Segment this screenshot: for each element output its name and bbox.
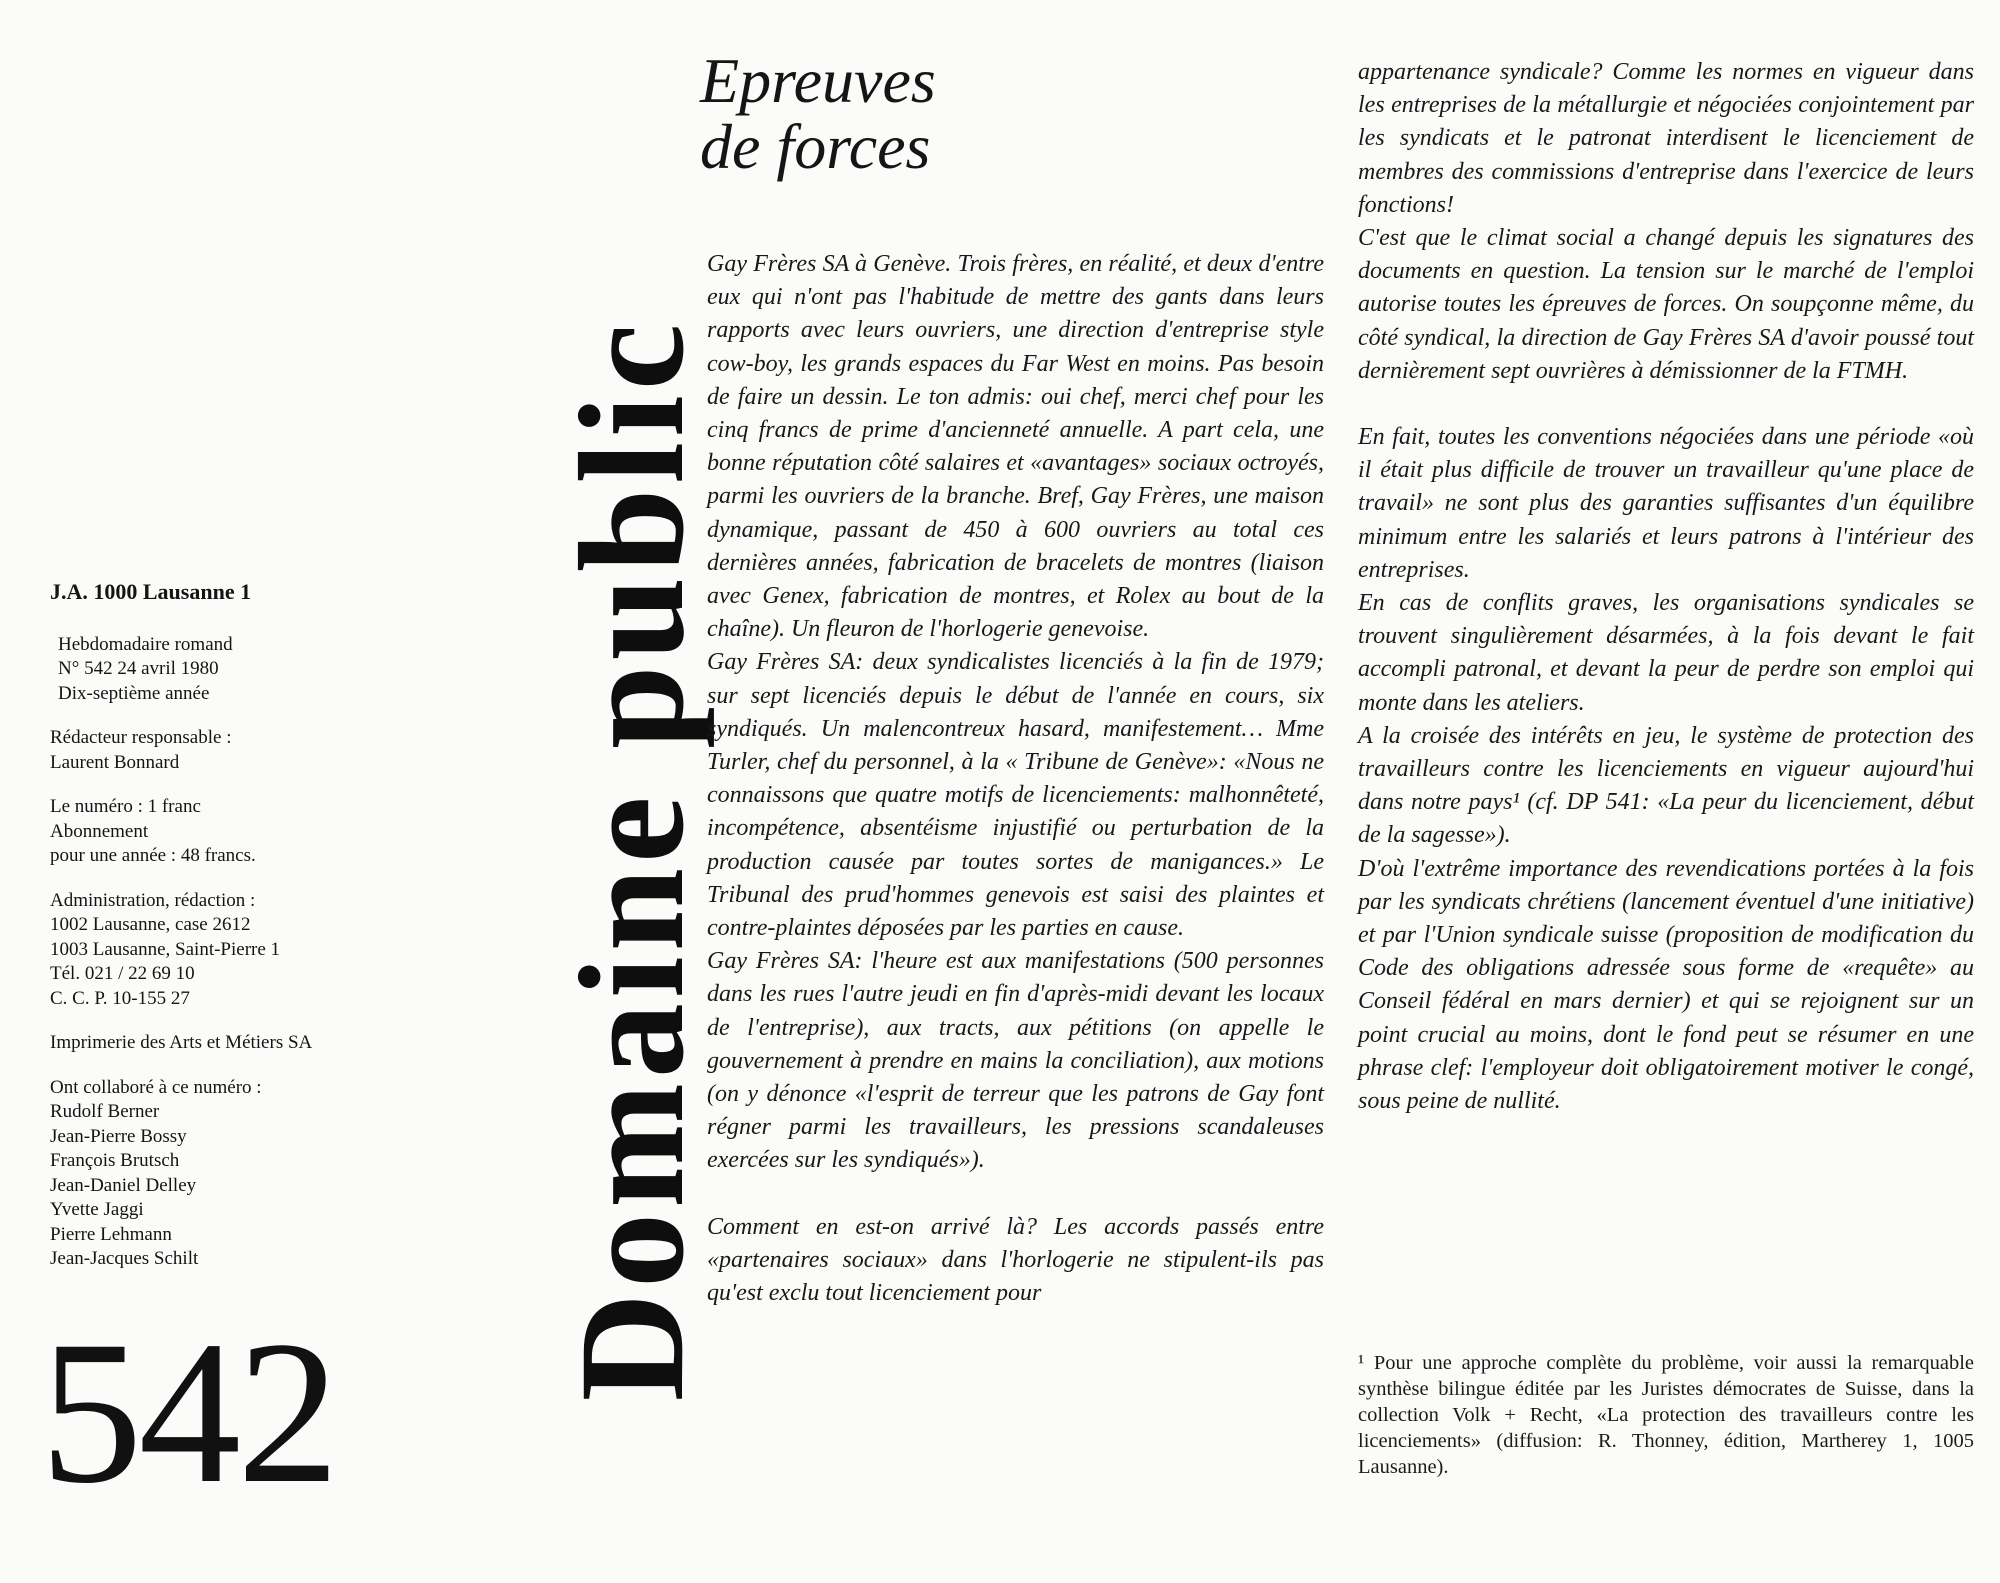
footnote: ¹ Pour une approche complète du problème, voir aussi la remarquable synthèse bilingue éditée par les Juristes démocrates de Suisse, dans la collection Volk + Recht, «La protection des travailleurs contre les licenciements» (diffusion: R. Thonney, édition, Martherey 1, 1005 Lausanne). (1358, 1352, 1974, 1478)
phone-text: Tél. 021 / 22 69 10 (50, 963, 195, 984)
headline-line-2: de forces (700, 111, 931, 182)
printer-text: Imprimerie des Arts et Métiers SA (50, 1032, 313, 1053)
contributors-block (50, 1076, 430, 1272)
editor-name: Laurent Bonnard (50, 751, 180, 773)
admin-address-2: 1003 Lausanne, Saint-Pierre 1 (50, 938, 281, 960)
article-column-2 (1358, 56, 1974, 1118)
postal-line: J.A. 1000 Lausanne 1 (50, 579, 252, 604)
contributor-name: Yvette Jaggi (50, 1199, 144, 1220)
frequency-text: Hebdomadaire romand (58, 633, 233, 655)
contributor-name: Rudolf Berner (50, 1101, 160, 1122)
masthead-title: Domaine public (549, 318, 715, 1402)
paragraph: C'est que le climat social a changé depuis les signatures des documents en question. La tension sur le marché de l'emploi autorise toutes les épreuves de forces. On soupçonne même, du côté syndical, la direction de Gay Frères SA d'avoir poussé tout dernièrement sept ouvrières à démissionner de la FTMH. (1358, 225, 1974, 384)
issue-number: 542 (40, 1299, 336, 1526)
editor-block (50, 726, 430, 775)
masthead-info (50, 580, 430, 1292)
ccp-text: C. C. P. 10-155 27 (50, 987, 190, 1009)
subscription-price: pour une année : 48 francs. (50, 845, 256, 866)
volume-text: Dix-septième année (58, 682, 210, 704)
subscription-label: Abonnement (50, 820, 149, 842)
contributor-name: Jean-Jacques Schilt (50, 1248, 199, 1269)
contributors-label: Ont collaboré à ce numéro : (50, 1076, 262, 1098)
headline-line-1: Epreuves (700, 45, 936, 116)
paragraph: Comment en est-on arrivé là? Les accords passés entre «partenaires sociaux» dans l'horlogerie ne stipulent-ils pas qu'est exclu tout licenciement pour (707, 1213, 1324, 1307)
article-column-1 (707, 248, 1324, 1310)
contributor-name: Jean-Daniel Delley (50, 1174, 197, 1196)
paragraph: A la croisée des intérêts en jeu, le système de protection des travailleurs contre les licenciements en vigueur aujourd'hui dans notre pays¹ (cf. DP 541: «La peur du licenciement, début de la sagesse»). (1358, 722, 1974, 849)
editor-label: Rédacteur responsable : (50, 727, 232, 748)
paragraph: En fait, toutes les conventions négociées dans une période «où il était plus difficile de trouver un travailleur qu'une place de travail» ne sont plus des garanties suffisantes d'un équilibre minimum entre les salariés et leurs patrons à l'intérieur des entreprises. (1358, 424, 1974, 583)
admin-address-1: 1002 Lausanne, case 2612 (50, 914, 251, 935)
paragraph: appartenance syndicale? Comme les normes en vigueur dans les entreprises de la métallurgie et négociées conjointement par les syndicats et le patronat interdisent le licenciement de membres des commissions d'entreprise dans l'exercice de leurs fonctions! (1358, 59, 1974, 218)
price-block (50, 795, 430, 869)
paragraph: Gay Frères SA à Genève. Trois frères, en réalité, et deux d'entre eux qui n'ont pas l'habitude de mettre des gants dans leurs rapports avec leurs ouvriers, une direction d'entreprise style cow-boy, les grands espaces du Far West en moins. Pas besoin de faire un dessin. Le ton admis: oui chef, merci chef pour les cinq francs de prime d'ancienneté annuelle. A part cela, une bonne réputation côté salaires et «avantages» sociaux octroyés, parmi les ouvriers de la branche. Bref, Gay Frères, une maison dynamique, passant de 450 à 600 ouvriers au total ces dernières années, fabrication de bracelets de montres (liaison avec Genex, fabrication de montres, et Rolex au bout de la chaîne). Un fleuron de l'horlogerie genevoise. (707, 251, 1324, 643)
paragraph: D'où l'extrême importance des revendications portées à la fois par les syndicats chrétiens (lancement éventuel d'une initiative) et par l'Union syndicale suisse (proposition de modification du Code des obligations adressée sous forme de «requête» au Conseil fédéral en mars dernier) et qui se rejoignent sur un point crucial au moins, dont le fond peut se résumer en une phrase clef: l'employeur doit obligatoirement motiver le congé, sous peine de nullité. (1358, 855, 1974, 1115)
contributor-name: Pierre Lehmann (50, 1223, 172, 1245)
paragraph: Gay Frères SA: l'heure est aux manifestations (500 personnes dans les rues l'autre jeudi en fin d'après-midi devant les locaux de l'entreprise), aux tracts, aux pétitions (on appelle le gouvernement à prendre en mains la conciliation), aux motions (on y dénonce «l'esprit de terreur que les patrons de Gay font régner parmi les travailleurs, les pressions scandaleuses exercées sur les syndiqués»). (707, 948, 1324, 1174)
issue-info-block (50, 633, 430, 707)
price-text: Le numéro : 1 franc (50, 796, 201, 817)
article-headline (700, 45, 936, 182)
admin-block (50, 889, 430, 1012)
printer-block (50, 1031, 430, 1056)
contributor-name: François Brutsch (50, 1150, 180, 1171)
paragraph: Gay Frères SA: deux syndicalistes licenciés à la fin de 1979; sur sept licenciés depuis le début de l'année en cours, six syndiqués. Un malencontreux hasard, manifestement… Mme Turler, chef du personnel, à la « Tribune de Genève»: «Nous ne connaissons que quatre motifs de licenciements: malhonnêteté, incompétence, absentéisme injustifié ou perturbation de la production causée par toutes sortes de manigances.» Le Tribunal des prud'hommes genevois est saisi des plaintes et contre-plaintes déposées par les parties en cause. (707, 649, 1324, 942)
paragraph: En cas de conflits graves, les organisations syndicales se trouvent singulièrement désarmées, à la fois devant le fait accompli patronal, et devant la peur de perdre son emploi qui monte dans les ateliers. (1358, 590, 1974, 716)
issue-date-text: N° 542 24 avril 1980 (58, 658, 219, 679)
contributor-name: Jean-Pierre Bossy (50, 1125, 187, 1147)
admin-label: Administration, rédaction : (50, 889, 256, 911)
